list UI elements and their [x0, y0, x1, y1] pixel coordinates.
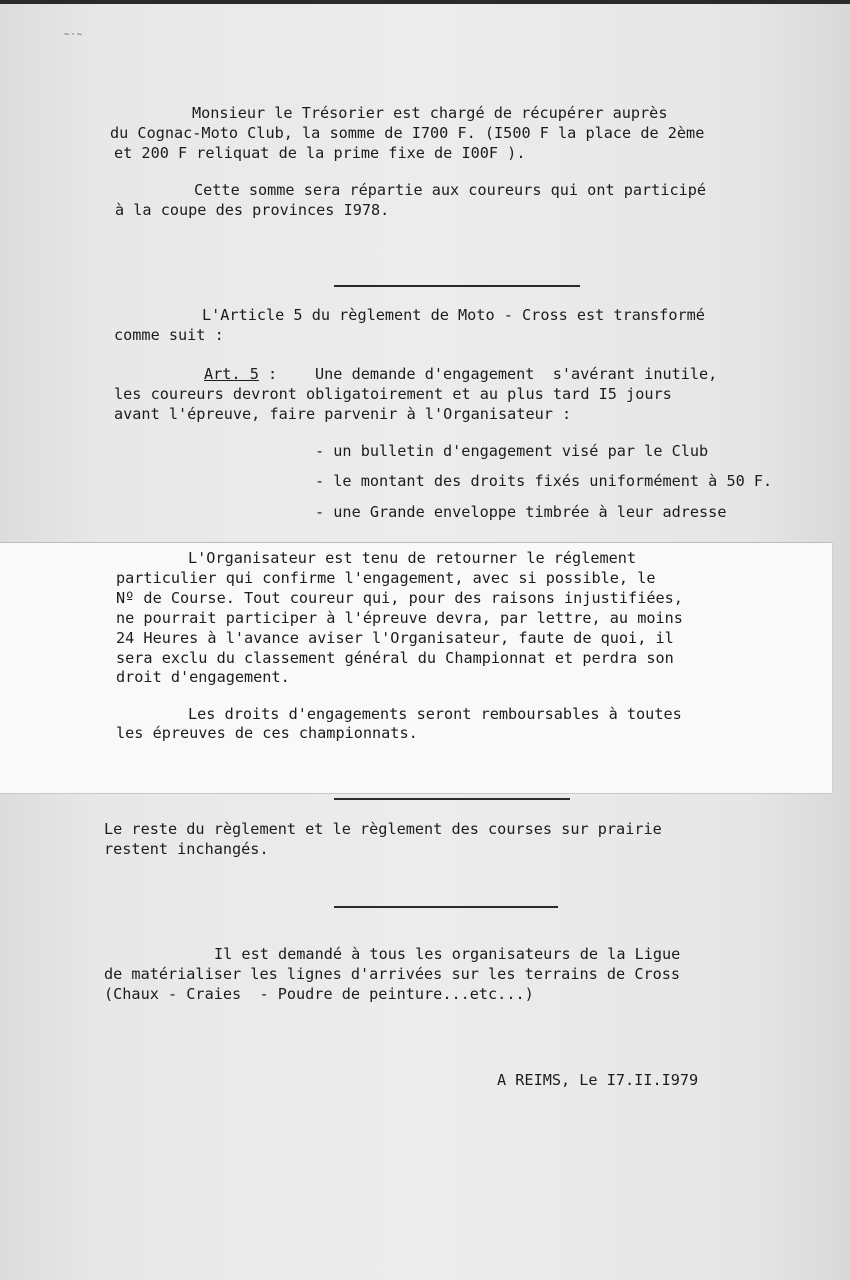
- para5-line-2: les épreuves de ces championnats.: [116, 724, 418, 742]
- bullet-item-2: - le montant des droits fixés uniformément à 50 F.: [315, 472, 773, 490]
- para3-line-2: comme suit :: [114, 326, 224, 344]
- art-line-1: Une demande d'engagement s'avérant inutile,: [315, 365, 718, 383]
- closing-place-date: A REIMS, Le I7.II.I979: [497, 1071, 699, 1089]
- article-label: Art. 5: [204, 365, 259, 383]
- para7-line-3: (Chaux - Craies - Poudre de peinture...etc...): [104, 985, 534, 1003]
- para4-line-7: droit d'engagement.: [116, 668, 290, 686]
- para7-line-2: de matérialiser les lignes d'arrivées sur les terrains de Cross: [104, 965, 681, 983]
- para6-line-2: restent inchangés.: [104, 840, 269, 858]
- art-line-3: avant l'épreuve, faire parvenir à l'Organisateur :: [114, 405, 572, 423]
- article-5-heading: [204, 365, 277, 384]
- margin-mark: ~·~: [64, 30, 84, 40]
- art-line-2: les coureurs devront obligatoirement et au plus tard I5 jours: [114, 385, 672, 403]
- bullet-item-1: - un bulletin d'engagement visé par le Club: [315, 442, 709, 460]
- para1-line-3: et 200 F reliquat de la prime fixe de I00F ).: [114, 144, 526, 162]
- article-separator: :: [258, 365, 278, 383]
- para4-line-2: particulier qui confirme l'engagement, avec si possible, le: [116, 569, 656, 587]
- para1-line-1: Monsieur le Trésorier est chargé de récupérer auprès: [192, 104, 668, 122]
- bullet-item-3: - une Grande enveloppe timbrée à leur adresse: [315, 503, 727, 521]
- para2-line-2: à la coupe des provinces I978.: [115, 201, 390, 219]
- para1-line-2: du Cognac-Moto Club, la somme de I700 F. (I500 F la place de 2ème: [110, 124, 705, 142]
- para3-line-1: L'Article 5 du règlement de Moto - Cross est transformé: [202, 306, 705, 324]
- separator-rule-2: [334, 798, 570, 800]
- separator-rule-1: [334, 285, 580, 287]
- para4-line-1: L'Organisateur est tenu de retourner le réglement: [188, 549, 637, 567]
- para4-line-4: ne pourrait participer à l'épreuve devra, par lettre, au moins: [116, 609, 683, 627]
- para5-line-1: Les droits d'engagements seront remboursables à toutes: [188, 705, 682, 723]
- para4-line-3: Nº de Course. Tout coureur qui, pour des raisons injustifiées,: [116, 589, 683, 607]
- para4-line-6: sera exclu du classement général du Championnat et perdra son: [116, 649, 674, 667]
- para7-line-1: Il est demandé à tous les organisateurs de la Ligue: [214, 945, 681, 963]
- para4-line-5: 24 Heures à l'avance aviser l'Organisateur, faute de quoi, il: [116, 629, 674, 647]
- page-top-edge: [0, 0, 850, 4]
- para6-line-1: Le reste du règlement et le règlement des courses sur prairie: [104, 820, 662, 838]
- separator-rule-3: [334, 906, 558, 908]
- para2-line-1: Cette somme sera répartie aux coureurs qui ont participé: [194, 181, 707, 199]
